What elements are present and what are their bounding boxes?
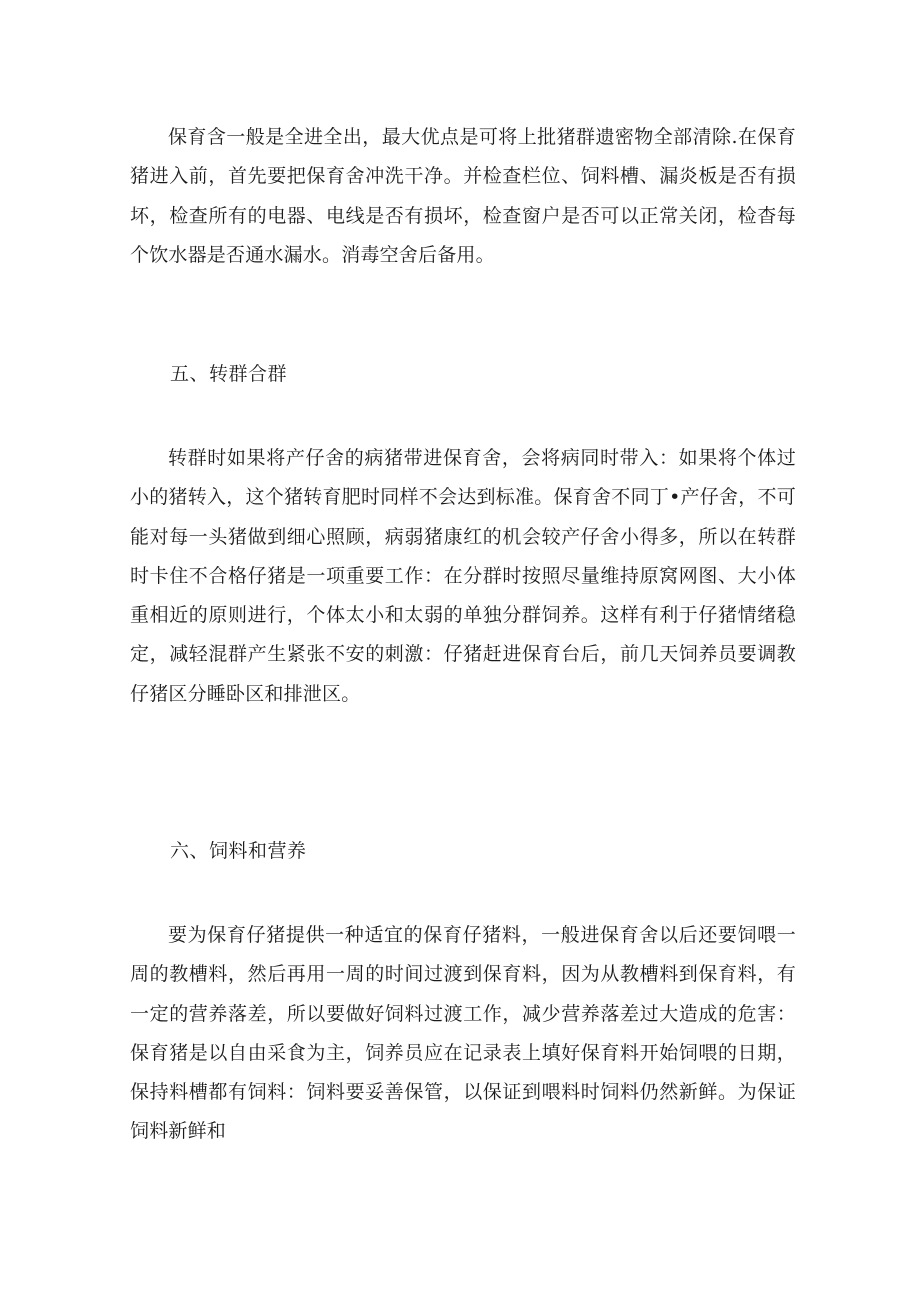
section-heading-transfer-grouping: 五、转群合群 — [170, 363, 288, 385]
paragraph-feed-nutrition: 要为保育仔猪提供一种适宜的保育仔猪料，一般进保育舍以后还要饲喂一周的教槽料，然后再用一周的时间过渡到保育料，因为从教槽料到保育料，有一定的营养落差，所以要做好饲料过渡工作，减少营养落差过大造成的危害：保育猪是以自由采食为主，饲养员应在记录表上填好保育料开始饲喂的日期，保持料槽都有饲料：饲料要妥善保管，以保证到喂料时饲料仍然新鲜。为保证饲料新鲜和 — [130, 924, 796, 1143]
paragraph-transfer-grouping: 转群时如果将产仔舍的病猪带进保育舍，会将病同时带入：如果将个体过小的猪转入，这个猪转育肥时同样不会达到标准。保育舍不同丁•产仔舍，不可能对每一头猪做到细心照顾，病弱猪康红的机会较产仔舍小得多，所以在转群时卡住不合格仔猪是一项重要工作：在分群时按照尽量维持原窝网图、大小体重相近的原则进行，个体太小和太弱的单独分群饲养。这样有利于仔猪情绪稳定，减轻混群产生紧张不安的刺激：仔猪赶进保育台后，前几天饲养员要调教仔猪区分睡卧区和排泄区。 — [130, 447, 796, 705]
paragraph-nursery-preparation: 保育含一般是全进全出，最大优点是可将上批猪群遗密物全部清除.在保育猪进入前，首先要把保育舍冲洗干净。并检查栏位、饲料槽、漏炎板是否有损坏，检查所有的电器、电线是否有损坏，检查窗户是否可以正常关闭，检杳每个饮水器是否通水漏水。消毒空舍后备用。 — [130, 126, 796, 266]
section-heading-feed-nutrition: 六、饲料和营养 — [170, 840, 307, 862]
